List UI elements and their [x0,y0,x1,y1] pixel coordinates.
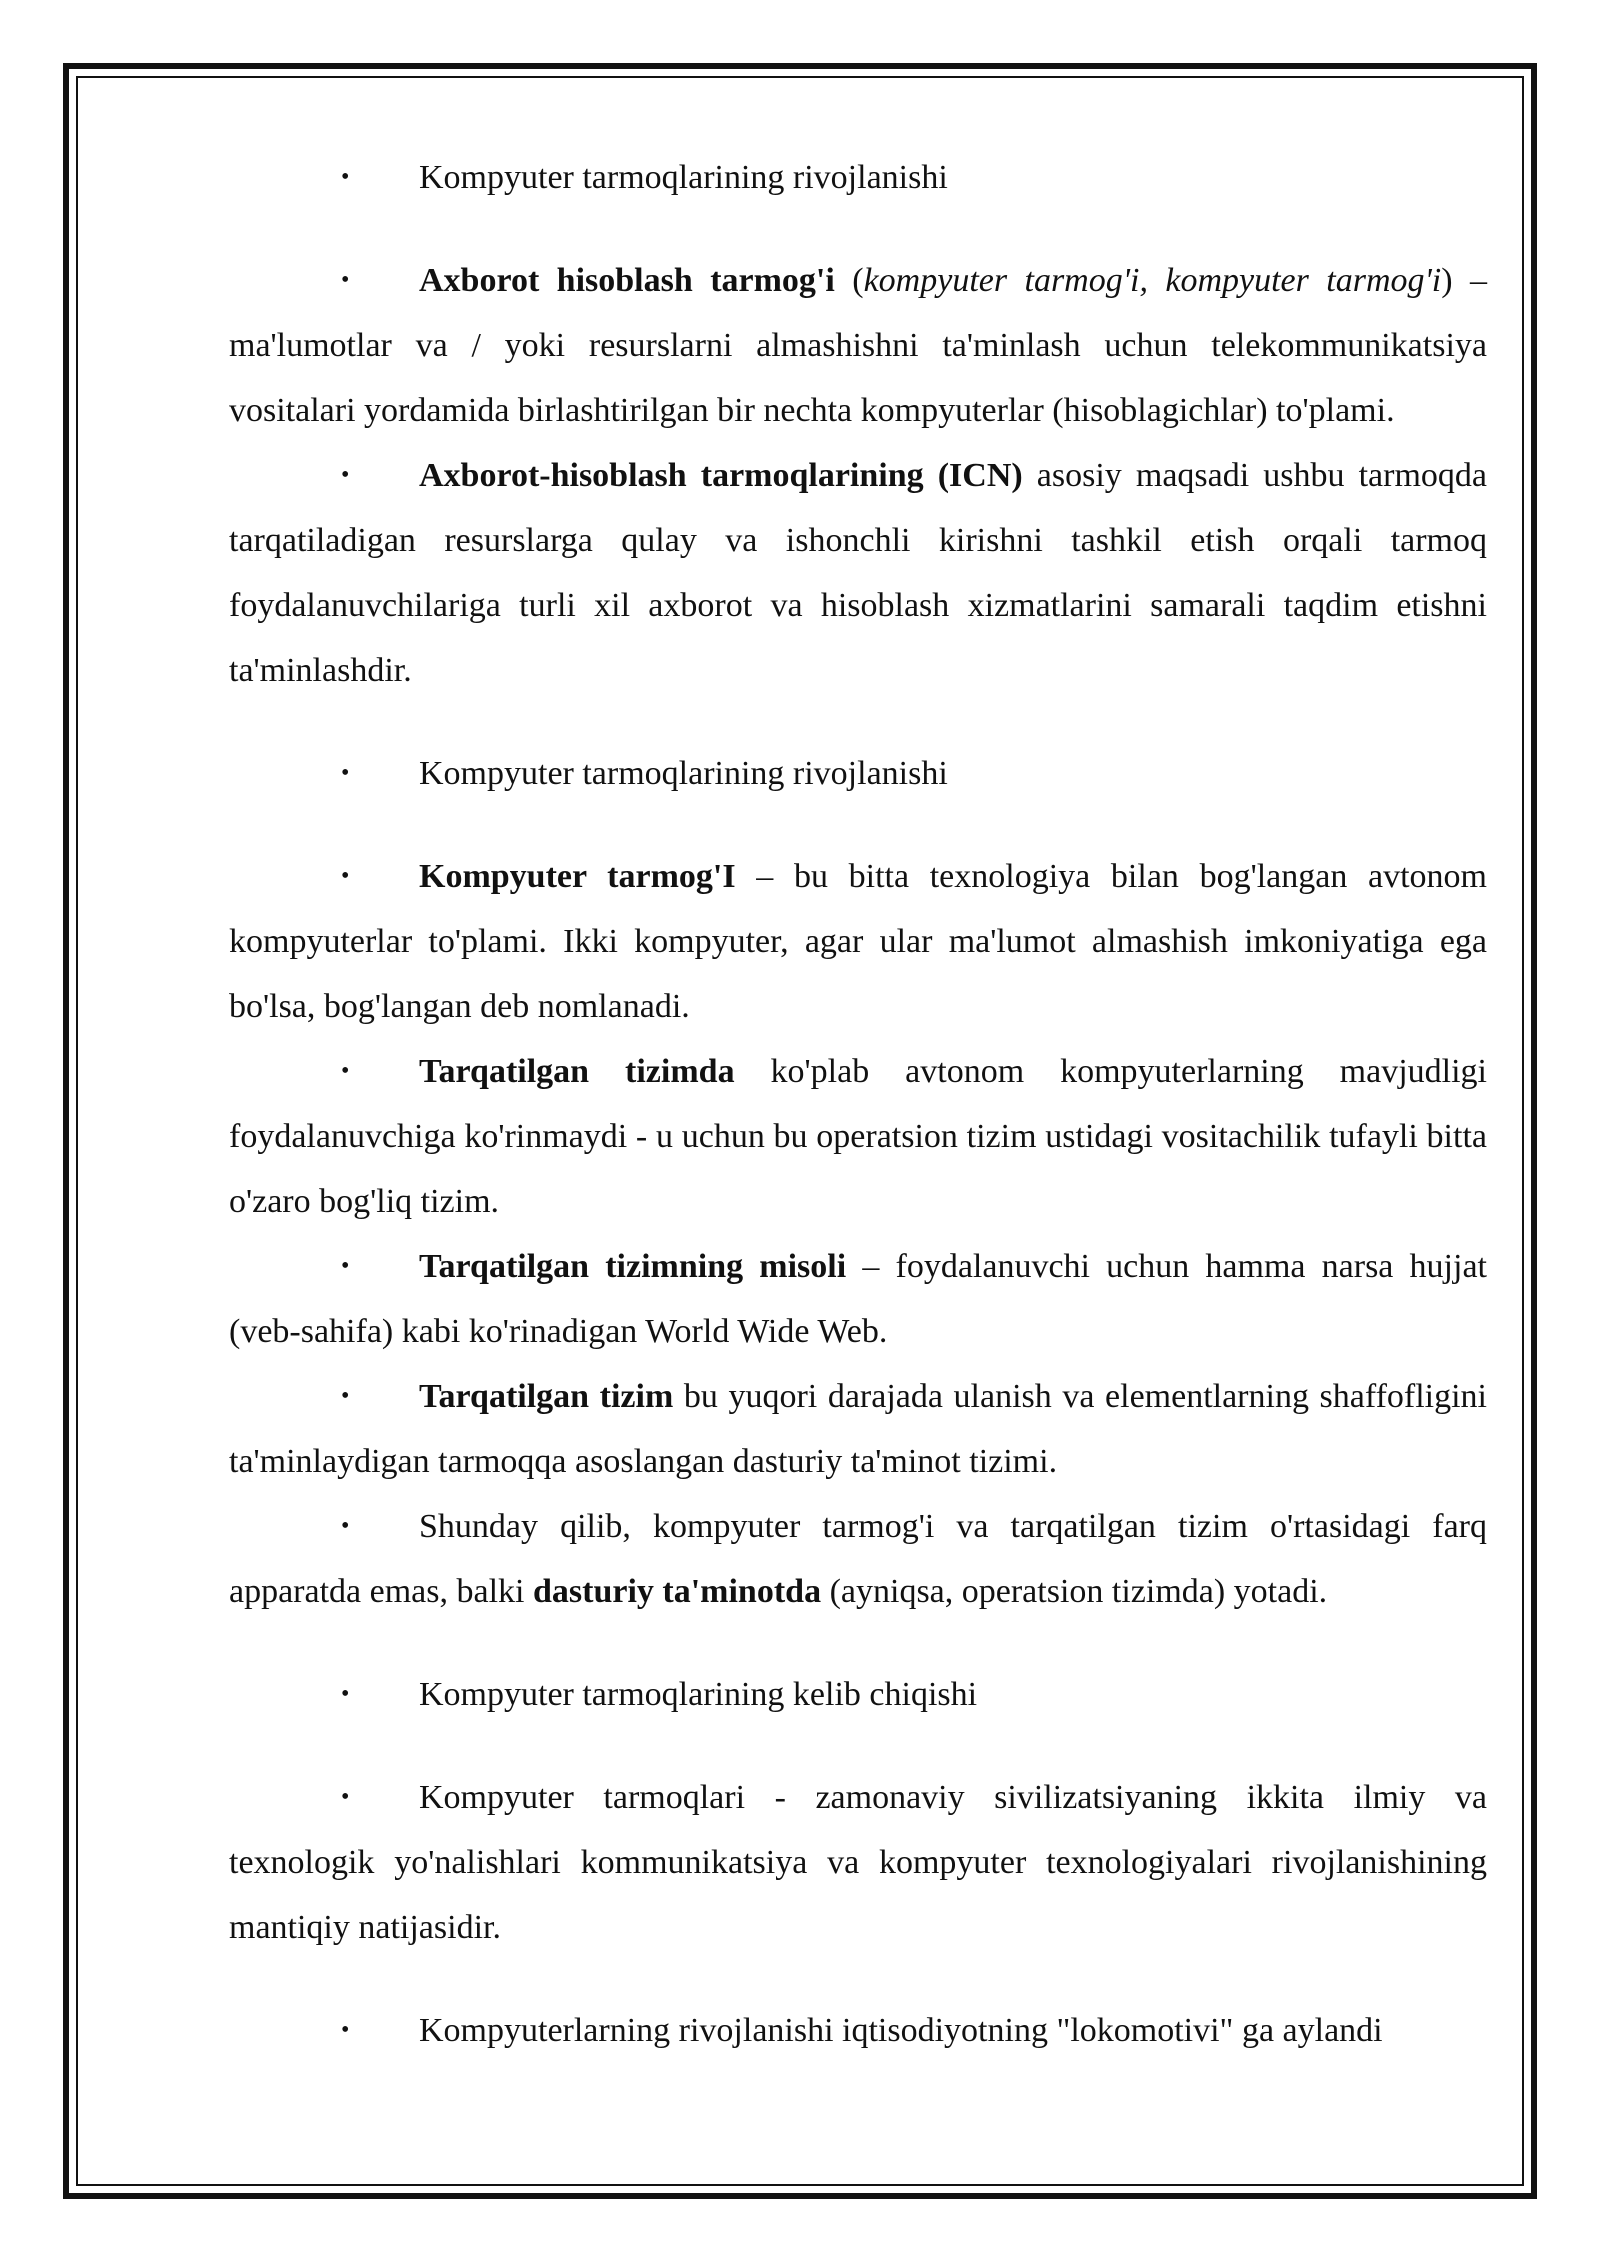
bold-term: Tarqatilgan tizim [419,1378,674,1415]
bullet-paragraph-12: • Kompyuterlarning rivojlanishi iqtisodiyotning "lokomotivi" ga aylandi [229,1998,1487,2063]
bold-term: Tarqatilgan tizimning misoli [419,1248,847,1285]
bullet-icon: • [341,462,350,488]
bullet-paragraph-6: • Tarqatilgan tizimda ko'plab avtonom kompyuterlarning mavjudligi foydalanuvchiga ko'rinmaydi - u uchun bu operatsion tizim ustidagi vositachilik tufayli bitta o'zaro bog'liq tizim. [229,1039,1487,1234]
bullet-icon: • [341,1253,350,1279]
bullet-paragraph-2: • Axborot hisoblash tarmog'i (kompyuter tarmog'i, kompyuter tarmog'i) – ma'lumotlar va / yoki resurslarni almashishni ta'minlash uchun telekommunikatsiya vositalari yordamida birlashtirilgan bir nechta kompyuterlar (hisoblagichlar) to'plami. [229,248,1487,443]
bullet-icon: • [341,164,350,190]
bold-term: Axborot-hisoblash tarmoqlarining (ICN) [419,457,1023,494]
bold-term: Axborot hisoblash tarmog'i [419,262,835,299]
bold-term: Kompyuter tarmog'I [419,858,736,895]
bullet-paragraph-9: • Shunday qilib, kompyuter tarmog'i va tarqatilgan tizim o'rtasidagi farq apparatda emas, balki dasturiy ta'minotda (ayniqsa, operatsion tizimda) yotadi. [229,1494,1487,1624]
bullet-icon: • [341,2017,350,2043]
bullet-icon: • [341,1513,350,1539]
bold-term: dasturiy ta'minotda [532,1573,822,1610]
bullet-icon: • [341,760,350,786]
bullet-icon: • [341,1058,350,1084]
bullet-icon: • [341,1681,350,1707]
bullet-icon: • [341,1784,350,1810]
bullet-paragraph-11: • Kompyuter tarmoqlari - zamonaviy sivilizatsiyaning ikkita ilmiy va texnologik yo'nalishlari kommunikatsiya va kompyuter texnologiyalari rivojlanishining mantiqiy natijasidir. [229,1765,1487,1960]
bold-term: Tarqatilgan tizimda [419,1053,735,1090]
bullet-paragraph-7: • Tarqatilgan tizimning misoli – foydalanuvchi uchun hamma narsa hujjat (veb-sahifa) kabi ko'rinadigan World Wide Web. [229,1234,1487,1364]
bullet-paragraph-10: • Kompyuter tarmoqlarining kelib chiqishi [229,1662,1487,1727]
bullet-paragraph-3: • Axborot-hisoblash tarmoqlarining (ICN) asosiy maqsadi ushbu tarmoqda tarqatiladigan resurslarga qulay va ishonchli kirishni tashkil etish orqali tarmoq foydalanuvchilariga turli xil axborot va hisoblash xizmatlarini samarali taqdim etishni ta'minlashdir. [229,443,1487,703]
bullet-paragraph-8: • Tarqatilgan tizim bu yuqori darajada ulanish va elementlarning shaffofligini ta'minlaydigan tarmoqqa asoslangan dasturiy ta'minot tizimi. [229,1364,1487,1494]
bullet-paragraph-5: • Kompyuter tarmog'I – bu bitta texnologiya bilan bog'langan avtonom kompyuterlar to'plami. Ikki kompyuter, agar ular ma'lumot almashish imkoniyatiga ega bo'lsa, bog'langan deb nomlanadi. [229,844,1487,1039]
bullet-paragraph-4: • Kompyuter tarmoqlarining rivojlanishi [229,741,1487,806]
bullet-icon: • [341,1383,350,1409]
bullet-icon: • [341,267,350,293]
bullet-icon: • [341,863,350,889]
document-body [229,145,1487,2063]
bullet-paragraph-1: • Kompyuter tarmoqlarining rivojlanishi [229,145,1487,210]
italic-term: kompyuter tarmog'i, kompyuter tarmog'i [863,262,1442,299]
